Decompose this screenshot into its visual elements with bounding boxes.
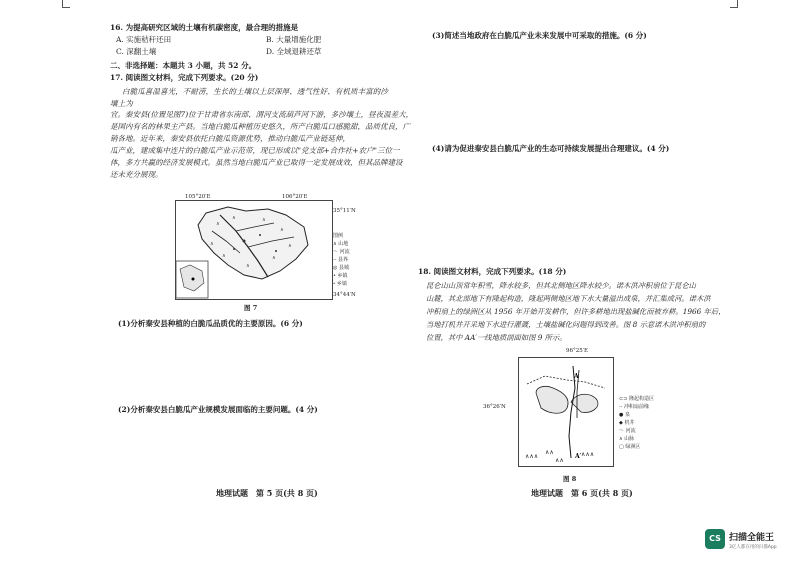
- left-page-footer: 地理试题 第 5 页(共 8 页): [216, 488, 318, 498]
- q17-stem: 17. 阅读图文材料，完成下列要求。(20 分): [110, 73, 259, 82]
- svg-text:∧: ∧: [210, 241, 214, 247]
- svg-text:∧: ∧: [288, 243, 292, 249]
- q16-stem: 16. 为提高研究区域的土壤有机碳密度，最合理的措施是: [110, 23, 299, 32]
- q17-sub2: (2)分析秦安县白脆瓜产业规模发展面临的主要问题。(4 分): [118, 405, 318, 414]
- q18-stem: 18. 阅读图文材料，完成下列要求。(18 分): [418, 267, 567, 276]
- fig7-map-drawing: [176, 201, 332, 299]
- svg-text:∧∧∧: ∧∧∧: [525, 453, 539, 460]
- svg-text:∧: ∧: [216, 221, 220, 227]
- fig7-label: 图 7: [244, 304, 258, 312]
- q17-material: [110, 86, 414, 181]
- q17-material-line: 宜。秦安县(位置见图7)位于甘肃省东南部、渭河支流葫芦河下游，多沙壤土，昼夜温差大，: [110, 110, 414, 119]
- q17-material-line: 白脆瓜喜温喜光，不耐涝，生长的土壤以土层深厚、透气性好、有机质丰富的沙壤土为: [110, 87, 388, 108]
- crop-mark-right: [730, 0, 738, 8]
- q18-material-line: 昆仑山山顶常年积雪，降水较多，但其北侧地区降水较少。诺木洪冲积扇位于昆仑山: [426, 281, 696, 290]
- q16-option-d: D. 全域退耕还草: [266, 47, 322, 56]
- legend-item-river: ～ 河流: [333, 249, 350, 255]
- legend-item-oasis: ▢ 绿洲区: [619, 444, 641, 450]
- legend-title: 图例: [333, 233, 344, 239]
- legend-item-town-2: ∘ 乡镇: [333, 281, 348, 287]
- svg-text:∧: ∧: [262, 217, 266, 223]
- fig8-coord-lat: 36°26′N: [483, 404, 506, 410]
- legend-item-county-seat: ◎ 县城: [333, 265, 349, 271]
- q16-option-c: C. 深翻土壤: [116, 47, 157, 56]
- svg-text:∧∧: ∧∧: [555, 457, 564, 464]
- left-page: [110, 22, 414, 181]
- q17-material-line: 还未充分展现。: [110, 170, 163, 179]
- svg-text:∧: ∧: [222, 253, 226, 259]
- q17-material-line: 销各地。近年来，秦安县依托白脆瓜资源优势，推动白脆瓜产业链延伸，: [110, 134, 350, 143]
- fig8-coord-lon: 96°25′E: [566, 348, 589, 354]
- fig8-map: [518, 357, 614, 467]
- q16-options: [116, 34, 376, 58]
- fig8-map-drawing: [519, 358, 613, 466]
- fig8-legend: [619, 395, 654, 451]
- fig8-label: 图 8: [563, 475, 577, 483]
- right-page-footer: 地理试题 第 6 页(共 8 页): [531, 488, 633, 498]
- q16-option-a: A. 实施秸秆还田: [116, 35, 172, 44]
- svg-text:∧: ∧: [272, 255, 276, 261]
- q17-material-line: 瓜产业，建成集中连片的白脆瓜产业示范带，现已形成以"党支部+合作社+农户"三位一: [110, 146, 400, 155]
- map-letter-a-prime: A′: [575, 453, 582, 460]
- section2-heading: 二、非选择题：本题共 3 小题，共 52 分。: [110, 61, 257, 70]
- legend-item-river: ～ 河流: [619, 428, 636, 434]
- fig7-coord-lat-bottom: 34°44′N: [333, 292, 356, 298]
- q17-sub1: (1)分析秦安县种植的白脆瓜品质优的主要原因。(6 分): [118, 319, 303, 328]
- map-letter-a: A: [574, 373, 579, 380]
- svg-text:∧: ∧: [232, 215, 236, 221]
- fig7-legend: [333, 232, 350, 288]
- q17-sub3: (3)简述当地政府在白脆瓜产业未来发展中可采取的措施。(6 分): [432, 31, 647, 40]
- legend-item-county-border: -- 县界: [333, 257, 348, 263]
- q17-material-line: 体，多方共赢的经济发展模式。虽然当地白脆瓜产业已取得一定发展成效，但其品牌建设: [110, 158, 403, 167]
- svg-text:∧∧∧: ∧∧∧: [581, 451, 595, 458]
- q16-option-b: B. 大量增施化肥: [266, 35, 322, 44]
- fig7-coord-lat-top: 35°11′N: [333, 208, 356, 214]
- q17-material-line: 是国内有名的林果主产县。当地白脆瓜种植历史悠久，所产白脆瓜口感脆甜，品质优良，广: [110, 122, 410, 131]
- q17-sub4: (4)请为促进秦安县白脆瓜产业的生态可持续发展提出合理建议。(4 分): [432, 144, 670, 153]
- camscanner-tagline: 3亿人都在用的扫描App: [729, 545, 777, 550]
- q18-material: [426, 279, 726, 344]
- camscanner-name: 扫描全能王: [729, 533, 775, 543]
- legend-item-spring: ● 泉: [619, 412, 630, 418]
- crop-mark-left: [62, 0, 70, 8]
- svg-text:∧∧: ∧∧: [545, 449, 554, 456]
- q18-material-line: 位置，其中 AA′一线地质剖面如图 9 所示。: [426, 333, 567, 342]
- legend-item-well: ◆ 机井: [619, 420, 635, 426]
- legend-item-town: • 乡镇: [333, 273, 348, 279]
- legend-item-mountain: ∧ 山脉: [619, 436, 635, 442]
- q18-material-line: 冲积扇上的绿洲区从 1956 年开始开发耕作，但许多耕地出现盐碱化而被弃耕。1966 年后，: [426, 307, 726, 316]
- legend-item-mountain: ∧ 山地: [333, 241, 349, 247]
- camscanner-logo: CS: [705, 529, 725, 549]
- legend-item-uplift: ⊂⊃ 隆起构造区: [619, 396, 654, 402]
- svg-text:∧: ∧: [246, 263, 250, 269]
- fig7-map: [175, 200, 333, 300]
- q18-material-line: 山麓，其北部地下有隆起构造，隆起两侧地区地下水大量溢出成泉，并汇集成河。诺木洪: [426, 294, 711, 303]
- q18-material-line: 当地打机井开采地下水进行灌溉，土壤盐碱化问题得到改善。图 8 示意诺木洪冲积扇的: [426, 320, 706, 329]
- svg-text:∧: ∧: [280, 227, 284, 233]
- fig7-coord-lon-left: 105°20′E: [185, 194, 211, 200]
- fig7-coord-lon-right: 106°20′E: [282, 194, 308, 200]
- legend-item-fan-edge: -- 冲积扇前缘: [619, 404, 649, 410]
